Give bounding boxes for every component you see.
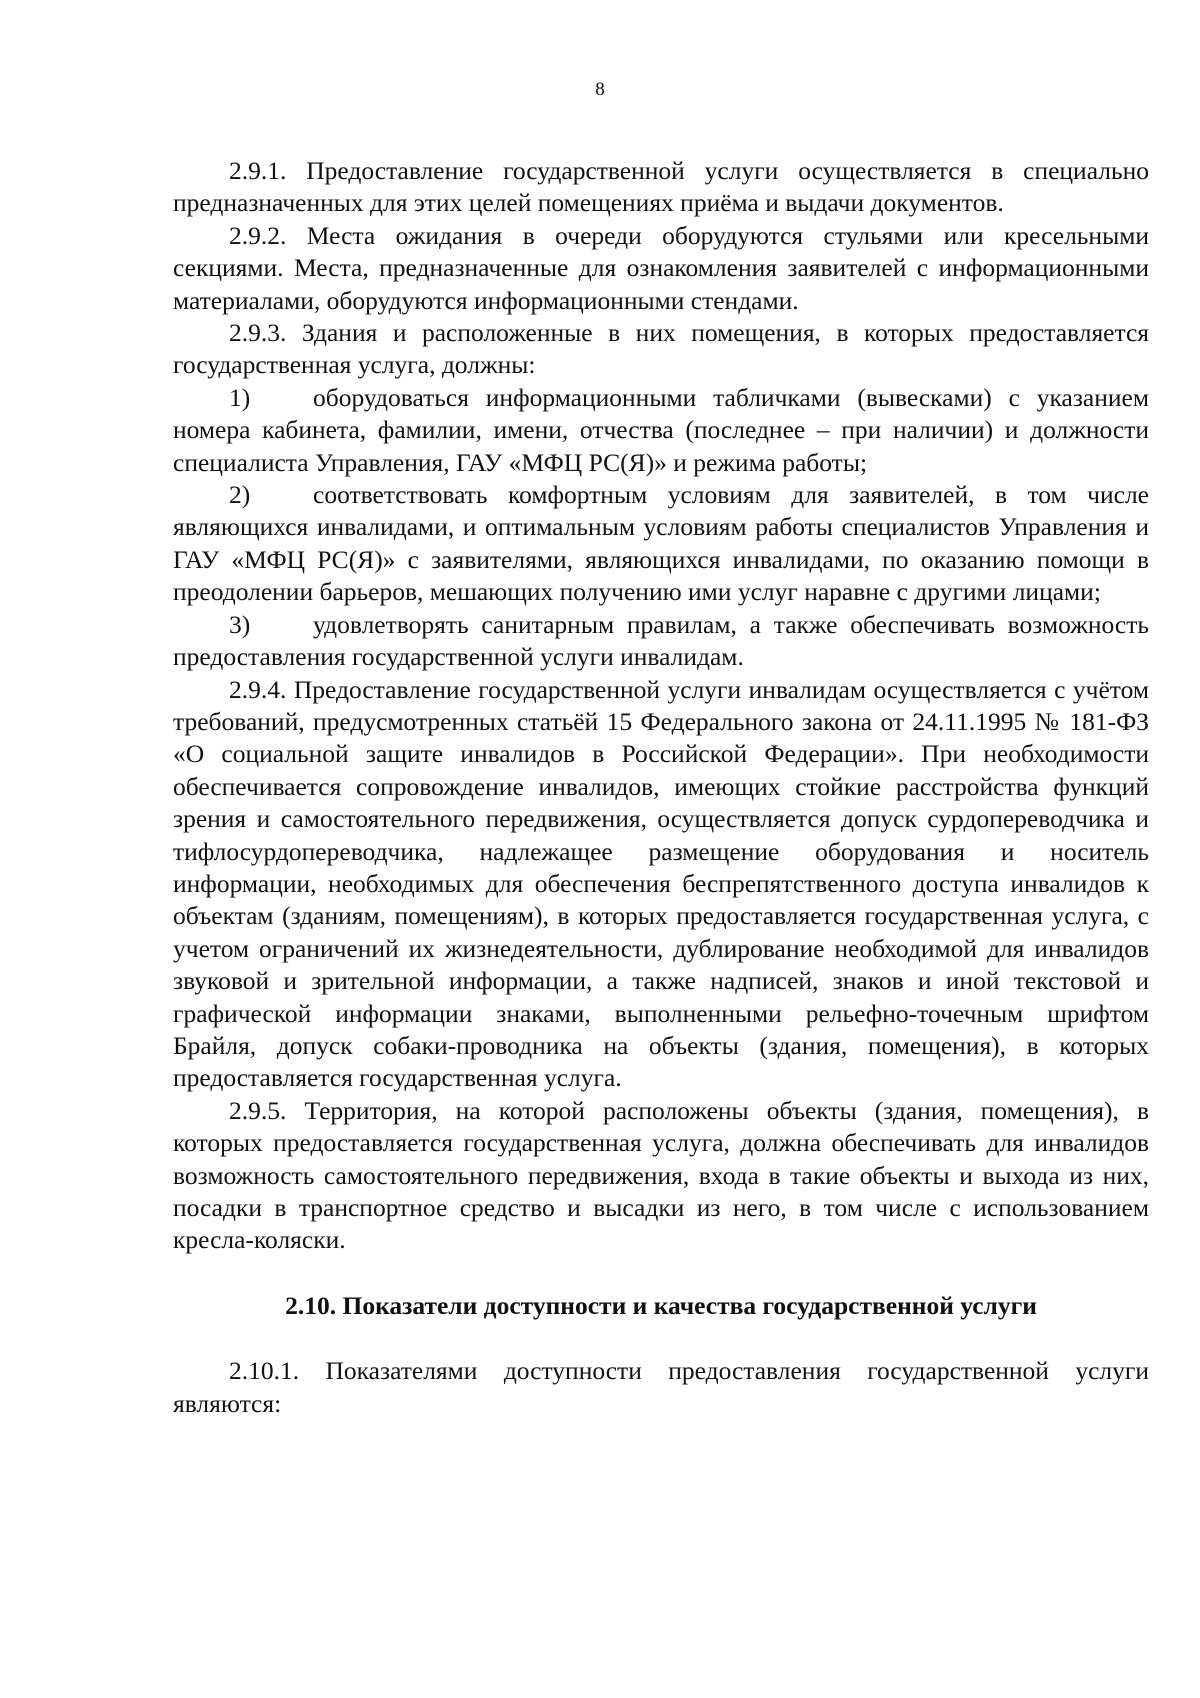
paragraph-2-9-3: 2.9.3. Здания и расположенные в них помещения, в которых предоставляется государственная услуга, должны: [173, 318, 1149, 380]
list-item-text: оборудоваться информационными табличками (вывесками) с указанием номера кабинета, фамилии, имени, отчества (последнее – при наличии) и должности специалиста Управления, ГАУ «МФЦ РС(Я)» и режима работы; [173, 382, 1149, 477]
list-item-2 [173, 479, 1149, 609]
list-item-number: 1) [229, 382, 251, 412]
paragraph-2-10-1: 2.10.1. Показателями доступности предоставления государственной услуги являются: [173, 1356, 1149, 1418]
list-item-text: соответствовать комфортным условиям для заявителей, в том числе являющихся инвалидами, и оптимальным условиям работы специалистов Управления и ГАУ «МФЦ РС(Я)» с заявителями, являющихся инвалидами, по оказанию помощи в преодолении барьеров, мешающих получению ими услуг наравне с другими лицами; [173, 480, 1149, 607]
paragraph-2-9-2: 2.9.2. Места ожидания в очереди оборудуются стульями или кресельными секциями. Места, предназначенные для ознакомления заявителей с информационными материалами, оборудуются информационными стендами. [173, 220, 1149, 315]
list-item-text: удовлетворять санитарным правилам, а также обеспечивать возможность предоставления государственной услуги инвалидам. [173, 609, 1149, 672]
paragraph-2-9-1: 2.9.1. Предоставление государственной услуги осуществляется в специально предназначенных для этих целей помещениях приёма и выдачи документов. [173, 156, 1149, 218]
paragraph-2-9-4: 2.9.4. Предоставление государственной услуги инвалидам осуществляется с учётом требований, предусмотренных статьёй 15 Федерального закона от 24.11.1995 № 181-ФЗ «О социальной защите инвалидов в Российской Федерации». При необходимости обеспечивается сопровождение инвалидов, имеющих стойкие расстройства функций зрения и самостоятельного передвижения, осуществляется допуск сурдопереводчика и тифлосурдопереводчика, надлежащее размещение оборудования и носитель информации, необходимых для обеспечения беспрепятственного доступа инвалидов к объектам (зданиям, помещениям), в которых предоставляется государственная услуга, с учетом ограничений их жизнедеятельности, дублирование необходимой для инвалидов звуковой и зрительной информации, а также надписей, знаков и иной текстовой и графической информации знаками, выполненными рельефно-точечным шрифтом Брайля, допуск собаки-проводника на объекты (здания, помещения), в которых предоставляется государственная услуга. [173, 674, 1149, 1093]
document-body [173, 155, 1149, 1420]
list-item-number: 3) [229, 609, 251, 639]
list-item-3 [173, 609, 1149, 674]
list-item-number: 2) [229, 480, 251, 510]
paragraph-2-9-5: 2.9.5. Территория, на которой расположены объекты (здания, помещения), в которых предоставляется государственная услуга, должна обеспечивать для инвалидов возможность самостоятельного передвижения, входа в такие объекты и выхода из них, посадки в транспортное средство и высадки из него, в том числе с использованием кресла-коляски. [173, 1095, 1149, 1255]
section-heading-2-10: 2.10. Показатели доступности и качества государственной услуги [285, 1290, 1037, 1320]
list-item-1 [173, 382, 1149, 479]
page-number: 8 [595, 79, 605, 100]
